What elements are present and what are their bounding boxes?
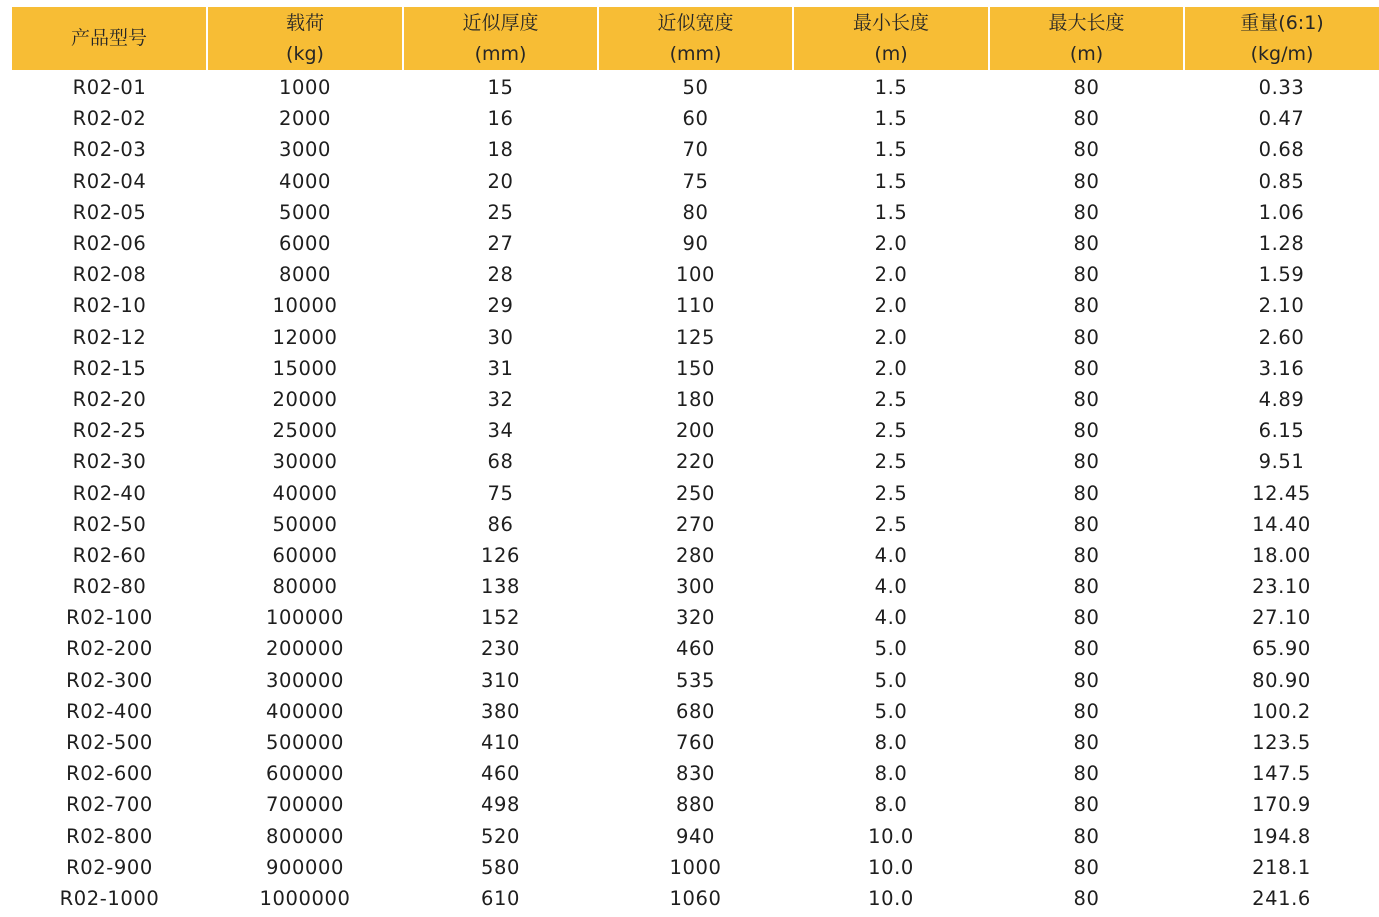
weight-cell: 0.85 (1258, 169, 1305, 193)
min-length-cell: 2.0 (874, 325, 908, 349)
max-length-cell: 80 (1073, 699, 1100, 723)
model-cell: R02-20 (72, 387, 147, 411)
load-cell: 20000 (272, 387, 338, 411)
max-length-cell: 80 (1073, 543, 1100, 567)
table-row (12, 509, 1379, 540)
min-length-cell: 5.0 (874, 668, 908, 692)
model-cell: R02-100 (66, 606, 153, 630)
load-cell: 50000 (272, 512, 338, 536)
load-cell: 8000 (278, 263, 332, 287)
table-row (12, 259, 1379, 290)
min-length-cell: 2.0 (874, 263, 908, 287)
model-cell: R02-800 (66, 824, 153, 848)
weight-cell: 18.00 (1252, 543, 1311, 567)
load-cell: 500000 (265, 731, 345, 755)
thickness-cell: 28 (487, 263, 514, 287)
header-unit: (mm) (669, 42, 722, 65)
weight-cell: 1.59 (1258, 263, 1305, 287)
header-cell-thickness (403, 7, 598, 70)
width-cell: 270 (675, 512, 716, 536)
thickness-cell: 610 (480, 886, 521, 910)
weight-cell: 3.16 (1258, 356, 1305, 380)
weight-cell: 80.90 (1252, 668, 1311, 692)
load-cell: 60000 (272, 543, 338, 567)
header-unit: (kg) (286, 42, 324, 65)
model-cell: R02-300 (66, 668, 153, 692)
header-unit: (mm) (474, 42, 527, 65)
load-cell: 200000 (265, 637, 345, 661)
min-length-cell: 8.0 (874, 731, 908, 755)
model-cell: R02-02 (72, 107, 147, 131)
load-cell: 2000 (278, 107, 332, 131)
table-row (12, 166, 1379, 197)
header-cell-min-length (793, 7, 989, 70)
max-length-cell: 80 (1073, 731, 1100, 755)
model-cell: R02-08 (72, 263, 147, 287)
weight-cell: 6.15 (1258, 419, 1305, 443)
model-cell: R02-500 (66, 731, 153, 755)
table-row (12, 696, 1379, 727)
load-cell: 700000 (265, 793, 345, 817)
load-cell: 4000 (278, 169, 332, 193)
thickness-cell: 30 (487, 325, 514, 349)
load-cell: 900000 (265, 855, 345, 879)
model-cell: R02-400 (66, 699, 153, 723)
load-cell: 800000 (265, 824, 345, 848)
model-cell: R02-05 (72, 200, 147, 224)
width-cell: 320 (675, 606, 716, 630)
thickness-cell: 310 (480, 668, 521, 692)
thickness-cell: 27 (487, 232, 514, 256)
max-length-cell: 80 (1073, 76, 1100, 100)
width-cell: 1060 (669, 886, 722, 910)
width-cell: 110 (675, 294, 716, 318)
thickness-cell: 31 (487, 356, 514, 380)
table-row (12, 228, 1379, 259)
width-cell: 1000 (669, 855, 722, 879)
width-cell: 70 (682, 138, 709, 162)
min-length-cell: 5.0 (874, 699, 908, 723)
table-row (12, 446, 1379, 477)
header-unit: (m) (874, 42, 908, 65)
model-cell: R02-700 (66, 793, 153, 817)
thickness-cell: 520 (480, 824, 521, 848)
min-length-cell: 2.0 (874, 356, 908, 380)
width-cell: 280 (675, 543, 716, 567)
header-label: 近似厚度 (462, 11, 539, 34)
min-length-cell: 4.0 (874, 543, 908, 567)
width-cell: 300 (675, 575, 716, 599)
thickness-cell: 18 (487, 138, 514, 162)
min-length-cell: 2.0 (874, 294, 908, 318)
load-cell: 1000000 (259, 886, 351, 910)
max-length-cell: 80 (1073, 419, 1100, 443)
table-row (12, 134, 1379, 165)
min-length-cell: 2.5 (874, 419, 908, 443)
table-row (12, 727, 1379, 758)
weight-cell: 1.06 (1258, 200, 1305, 224)
max-length-cell: 80 (1073, 450, 1100, 474)
model-cell: R02-25 (72, 419, 147, 443)
thickness-cell: 68 (487, 450, 514, 474)
width-cell: 180 (675, 387, 716, 411)
min-length-cell: 2.5 (874, 450, 908, 474)
spec-sheet (12, 7, 1379, 914)
table-row (12, 633, 1379, 664)
max-length-cell: 80 (1073, 200, 1100, 224)
thickness-cell: 380 (480, 699, 521, 723)
min-length-cell: 4.0 (874, 606, 908, 630)
max-length-cell: 80 (1073, 325, 1100, 349)
min-length-cell: 1.5 (874, 138, 908, 162)
min-length-cell: 8.0 (874, 762, 908, 786)
width-cell: 50 (682, 76, 709, 100)
load-cell: 30000 (272, 450, 338, 474)
load-cell: 1000 (278, 76, 332, 100)
max-length-cell: 80 (1073, 606, 1100, 630)
max-length-cell: 80 (1073, 263, 1100, 287)
max-length-cell: 80 (1073, 294, 1100, 318)
max-length-cell: 80 (1073, 793, 1100, 817)
width-cell: 125 (675, 325, 716, 349)
max-length-cell: 80 (1073, 824, 1100, 848)
model-cell: R02-04 (72, 169, 147, 193)
min-length-cell: 2.5 (874, 481, 908, 505)
table-row (12, 70, 1379, 103)
model-cell: R02-12 (72, 325, 147, 349)
load-cell: 80000 (272, 575, 338, 599)
load-cell: 400000 (265, 699, 345, 723)
width-cell: 75 (682, 169, 709, 193)
width-cell: 150 (675, 356, 716, 380)
model-cell: R02-06 (72, 232, 147, 256)
header-row (12, 7, 1379, 70)
thickness-cell: 16 (487, 107, 514, 131)
max-length-cell: 80 (1073, 232, 1100, 256)
thickness-cell: 20 (487, 169, 514, 193)
header-unit: (kg/m) (1250, 42, 1314, 65)
min-length-cell: 2.5 (874, 387, 908, 411)
min-length-cell: 2.0 (874, 232, 908, 256)
thickness-cell: 152 (480, 606, 521, 630)
max-length-cell: 80 (1073, 512, 1100, 536)
weight-cell: 123.5 (1252, 731, 1311, 755)
width-cell: 940 (675, 824, 716, 848)
min-length-cell: 1.5 (874, 107, 908, 131)
table-row (12, 789, 1379, 820)
min-length-cell: 1.5 (874, 76, 908, 100)
width-cell: 830 (675, 762, 716, 786)
table-row (12, 758, 1379, 789)
max-length-cell: 80 (1073, 637, 1100, 661)
header-cell-width (598, 7, 793, 70)
width-cell: 100 (675, 263, 716, 287)
max-length-cell: 80 (1073, 886, 1100, 910)
weight-cell: 0.68 (1258, 138, 1305, 162)
width-cell: 535 (675, 668, 716, 692)
load-cell: 300000 (265, 668, 345, 692)
weight-cell: 0.47 (1258, 107, 1305, 131)
weight-cell: 0.33 (1258, 76, 1305, 100)
model-cell: R02-900 (66, 855, 153, 879)
weight-cell: 2.60 (1258, 325, 1305, 349)
weight-cell: 9.51 (1258, 450, 1305, 474)
thickness-cell: 410 (480, 731, 521, 755)
thickness-cell: 75 (487, 481, 514, 505)
header-label: 最大长度 (1048, 11, 1125, 34)
model-cell: R02-1000 (59, 886, 160, 910)
table-row (12, 353, 1379, 384)
thickness-cell: 580 (480, 855, 521, 879)
width-cell: 250 (675, 481, 716, 505)
min-length-cell: 5.0 (874, 637, 908, 661)
thickness-cell: 25 (487, 200, 514, 224)
header-cell-max-length (989, 7, 1184, 70)
width-cell: 60 (682, 107, 709, 131)
model-cell: R02-01 (72, 76, 147, 100)
width-cell: 680 (675, 699, 716, 723)
max-length-cell: 80 (1073, 762, 1100, 786)
min-length-cell: 8.0 (874, 793, 908, 817)
load-cell: 100000 (265, 606, 345, 630)
width-cell: 80 (682, 200, 709, 224)
table-row (12, 384, 1379, 415)
weight-cell: 23.10 (1252, 575, 1311, 599)
model-cell: R02-600 (66, 762, 153, 786)
weight-cell: 12.45 (1252, 481, 1311, 505)
thickness-cell: 498 (480, 793, 521, 817)
header-label: 最小长度 (852, 11, 929, 34)
model-cell: R02-40 (72, 481, 147, 505)
thickness-cell: 86 (487, 512, 514, 536)
table-header (12, 7, 1379, 70)
width-cell: 880 (675, 793, 716, 817)
load-cell: 5000 (278, 200, 332, 224)
thickness-cell: 29 (487, 294, 514, 318)
thickness-cell: 34 (487, 419, 514, 443)
min-length-cell: 2.5 (874, 512, 908, 536)
weight-cell: 218.1 (1252, 855, 1311, 879)
table-row (12, 852, 1379, 883)
weight-cell: 65.90 (1252, 637, 1311, 661)
width-cell: 460 (675, 637, 716, 661)
model-cell: R02-60 (72, 543, 147, 567)
width-cell: 220 (675, 450, 716, 474)
load-cell: 40000 (272, 481, 338, 505)
header-cell-weight (1184, 7, 1379, 70)
max-length-cell: 80 (1073, 668, 1100, 692)
weight-cell: 241.6 (1252, 886, 1311, 910)
weight-cell: 1.28 (1258, 232, 1305, 256)
max-length-cell: 80 (1073, 575, 1100, 599)
weight-cell: 2.10 (1258, 294, 1305, 318)
thickness-cell: 138 (480, 575, 521, 599)
min-length-cell: 10.0 (868, 886, 914, 910)
max-length-cell: 80 (1073, 169, 1100, 193)
max-length-cell: 80 (1073, 387, 1100, 411)
model-cell: R02-15 (72, 356, 147, 380)
weight-cell: 147.5 (1252, 762, 1311, 786)
load-cell: 600000 (265, 762, 345, 786)
table-row (12, 540, 1379, 571)
weight-cell: 100.2 (1252, 699, 1311, 723)
table-row (12, 197, 1379, 228)
thickness-cell: 15 (487, 76, 514, 100)
load-cell: 10000 (272, 294, 338, 318)
table-row (12, 665, 1379, 696)
load-cell: 15000 (272, 356, 338, 380)
thickness-cell: 460 (480, 762, 521, 786)
table-row (12, 103, 1379, 134)
max-length-cell: 80 (1073, 481, 1100, 505)
model-cell: R02-50 (72, 512, 147, 536)
model-cell: R02-10 (72, 294, 147, 318)
min-length-cell: 1.5 (874, 200, 908, 224)
table-body (12, 70, 1379, 914)
weight-cell: 14.40 (1252, 512, 1311, 536)
thickness-cell: 32 (487, 387, 514, 411)
table-row (12, 415, 1379, 446)
table-row (12, 290, 1379, 321)
max-length-cell: 80 (1073, 107, 1100, 131)
weight-cell: 27.10 (1252, 606, 1311, 630)
table-row (12, 322, 1379, 353)
load-cell: 25000 (272, 419, 338, 443)
max-length-cell: 80 (1073, 356, 1100, 380)
weight-cell: 170.9 (1252, 793, 1311, 817)
table-row (12, 821, 1379, 852)
weight-cell: 4.89 (1258, 387, 1305, 411)
model-cell: R02-80 (72, 575, 147, 599)
load-cell: 12000 (272, 325, 338, 349)
table-row (12, 571, 1379, 602)
min-length-cell: 10.0 (868, 824, 914, 848)
header-label: 产品型号 (70, 27, 147, 49)
header-label: 重量(6:1) (1240, 11, 1324, 34)
header-label: 载荷 (285, 11, 324, 34)
load-cell: 6000 (278, 232, 332, 256)
max-length-cell: 80 (1073, 855, 1100, 879)
min-length-cell: 4.0 (874, 575, 908, 599)
load-cell: 3000 (278, 138, 332, 162)
spec-table (12, 7, 1379, 914)
header-unit: (m) (1069, 42, 1104, 65)
model-cell: R02-30 (72, 450, 147, 474)
model-cell: R02-03 (72, 138, 147, 162)
header-cell-load (207, 7, 403, 70)
table-row (12, 477, 1379, 508)
width-cell: 90 (682, 232, 709, 256)
thickness-cell: 230 (480, 637, 521, 661)
max-length-cell: 80 (1073, 138, 1100, 162)
weight-cell: 194.8 (1252, 824, 1311, 848)
table-row (12, 883, 1379, 914)
min-length-cell: 1.5 (874, 169, 908, 193)
model-cell: R02-200 (66, 637, 153, 661)
min-length-cell: 10.0 (868, 855, 914, 879)
thickness-cell: 126 (480, 543, 521, 567)
header-label: 近似宽度 (657, 11, 734, 34)
table-row (12, 602, 1379, 633)
width-cell: 200 (675, 419, 716, 443)
width-cell: 760 (675, 731, 716, 755)
header-cell-model (12, 7, 207, 70)
